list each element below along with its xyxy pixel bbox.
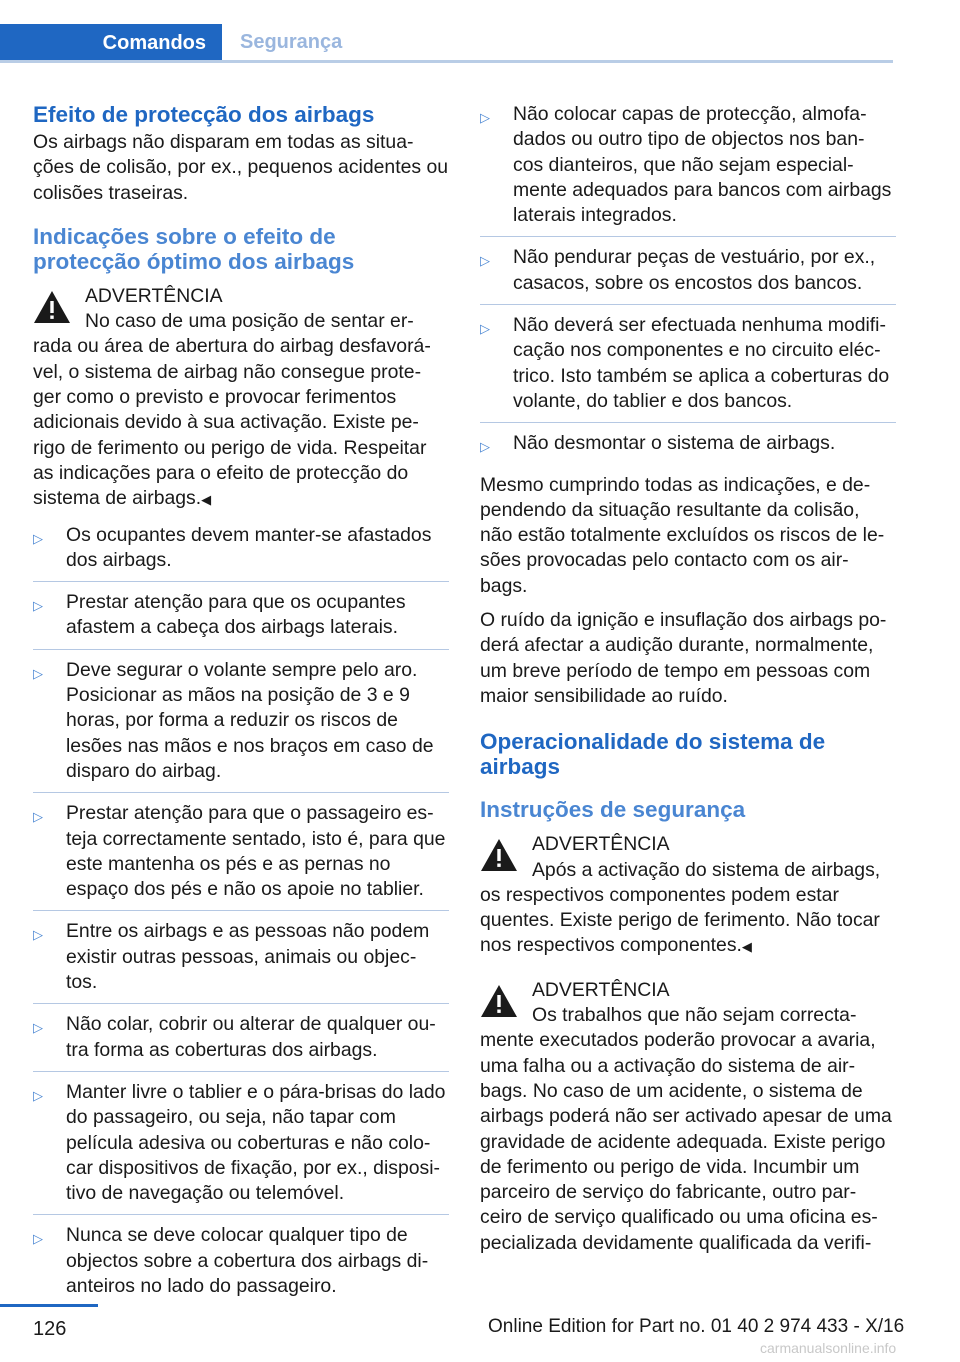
end-mark: ◀ — [201, 492, 212, 508]
subheading-safety-instructions: Instruções de segurança — [480, 797, 746, 823]
tab-comandos[interactable]: Comandos — [0, 24, 222, 62]
paragraph-residual-risk: Mesmo cumprindo todas as indicações, e de‐ pendendo da situação resultante da colisão, não estão totalmente excluídos os riscos de le‐ sões provocadas pelo contacto com os air‐ bags. — [480, 473, 885, 597]
list-item-text: Deve segurar o volante sempre pelo aro. Posicionar as mãos na posição de 3 e 9 horas, por forma a reduzir os riscos de lesões nas mãos e nos braços em caso de disparo do airbag. — [66, 658, 434, 782]
list-item-text: Não desmontar o sistema de airbags. — [513, 432, 836, 455]
list-item-text: Não colar, cobrir ou alterar de qualquer ou‐ tra forma as coberturas dos airbags. — [66, 1013, 436, 1061]
list-item — [33, 658, 449, 793]
warning-first-line: Os trabalhos que não sejam correcta‐ — [532, 1004, 857, 1027]
list-item — [480, 431, 896, 464]
list-item — [480, 313, 896, 423]
right-column — [480, 102, 896, 1266]
warning-first-line: No caso de uma posição de sentar er‐ — [85, 310, 414, 333]
left-column — [33, 102, 449, 1315]
list-item-text: Não colocar capas de protecção, almofa‐ dados ou outro tipo de objectos nos ban‐ cos dianteiros, que não sejam especial‐ mente adequados para bancos com airbags laterais integrados. — [513, 103, 892, 227]
heading-operability: Operacionalidade do sistema de airbags — [480, 729, 826, 780]
warning-title: ADVERTÊNCIA — [532, 833, 670, 856]
footer-accent-line — [0, 1304, 98, 1307]
list-item-text: Entre os airbags e as pessoas não podem existir outras pessoas, animais ou objec‐ tos. — [66, 920, 430, 994]
watermark: carmanualsonline.info — [760, 1340, 897, 1356]
list-item-text: Prestar atenção para que os ocupantes afastem a cabeça dos airbags laterais. — [66, 591, 406, 639]
left-bullet-list — [33, 523, 449, 1308]
bullet-triangle-icon: ▷ — [480, 321, 490, 337]
header-divider — [0, 60, 893, 63]
paragraph-airbag-effect: Os airbags não disparam em todas as situa‐ ções de colisão, por ex., pequenos acidentes ou colisões traseiras. — [33, 131, 449, 204]
header-tabs — [0, 0, 960, 62]
bullet-triangle-icon: ▷ — [33, 927, 43, 943]
heading-airbag-effect: Efeito de protecção dos airbags — [33, 102, 375, 127]
warning-text: rada ou área de abertura do airbag desfavorá‐ vel, o sistema de airbag não consegue prote‐ ger como o previsto e provocar ferimentos adicionais devido à sua activação. Existe pe‐ rigo de ferimento ou perigo de vida. Respeitar as indicações para o efeito de protecção do sistema de airbags. — [33, 335, 431, 510]
list-item — [33, 523, 449, 583]
warning-triangle-icon — [33, 290, 71, 324]
warning-title: ADVERTÊNCIA — [532, 978, 670, 1001]
bullet-triangle-icon: ▷ — [480, 253, 490, 269]
warning-triangle-icon — [480, 984, 518, 1018]
list-item — [480, 102, 896, 237]
warning-triangle-icon — [480, 838, 518, 872]
paragraph-noise: O ruído da ignição e insuflação dos airbags po‐ derá afectar a audição durante, normalmente, um breve período de tempo em pessoas com maior sensibilidade ao ruído. — [480, 609, 887, 707]
bullet-triangle-icon: ▷ — [480, 110, 490, 125]
list-item-text: Não deverá ser efectuada nenhuma modifi‐ cação nos componentes e no circuito eléc‐ trico. Isto também se aplica a coberturas do volante, do tablier e dos bancos. — [513, 314, 890, 412]
warning-block — [33, 284, 449, 513]
list-item-text: Não pendurar peças de vestuário, por ex., casacos, sobre os encostos dos bancos. — [513, 246, 876, 294]
list-item — [480, 245, 896, 305]
warning-text: mente executados poderão provocar a avaria, uma falha ou a activação do sistema de air‐ bags. No caso de um acidente, o sistema de airbags poderá não ser activado apesar de uma gravidade de acidente adequada. Existe perigo de ferimento ou perigo de vida. Incumbir um parceiro de serviço do fabricante, outro par‐ ceiro de serviço qualificado ou uma oficina es‐ pecializada devidamente qualificada da verifi‐ — [480, 1029, 892, 1254]
bullet-triangle-icon: ▷ — [33, 665, 43, 681]
list-item — [33, 590, 449, 650]
subheading-optimal-effect: Indicações sobre o efeito de protecção óptimo dos airbags — [33, 223, 355, 274]
warning-block — [480, 978, 896, 1256]
bullet-triangle-icon: ▷ — [33, 1087, 43, 1103]
list-item-text: Prestar atenção para que o passageiro es‐ teja correctamente sentado, isto é, para que este mantenha os pés e as pernas no espaço dos pés e não os apoie no tablier. — [66, 802, 446, 901]
list-item — [33, 801, 449, 911]
warning-block — [480, 832, 896, 959]
list-item-text: Os ocupantes devem manter-se afastados dos airbags. — [66, 523, 432, 571]
bullet-triangle-icon: ▷ — [33, 530, 43, 546]
end-mark: ◀ — [741, 939, 752, 955]
warning-text: os respectivos componentes podem estar quentes. Existe perigo de ferimento. Não tocar nos respectivos componentes. — [480, 883, 880, 957]
right-bullet-list — [480, 102, 896, 465]
bullet-triangle-icon: ▷ — [33, 1020, 43, 1036]
edition-info: Online Edition for Part no. 01 40 2 974 433 - X/16 — [488, 1316, 905, 1337]
bullet-triangle-icon: ▷ — [33, 598, 43, 614]
list-item — [33, 1080, 449, 1215]
list-item — [33, 919, 449, 1004]
tab-seguranca[interactable]: Segurança — [240, 30, 343, 53]
list-item — [33, 1012, 449, 1072]
warning-title: ADVERTÊNCIA — [85, 284, 223, 307]
list-item-text: Manter livre o tablier e o pára-brisas do lado do passageiro, ou seja, não tapar com película adesiva ou coberturas e não colo‐ car dispositivos de fixação, por ex., disposi‐ tivo de navegação ou telemóvel. — [66, 1080, 446, 1205]
list-item-text: Nunca se deve colocar qualquer tipo de objectos sobre a cobertura dos airbags di‐ anteiros no lado do passageiro. — [66, 1224, 429, 1297]
bullet-triangle-icon: ▷ — [33, 809, 43, 825]
bullet-triangle-icon: ▷ — [33, 1231, 43, 1247]
list-item — [33, 1223, 449, 1307]
page-number: 126 — [33, 1318, 67, 1340]
bullet-triangle-icon: ▷ — [480, 439, 490, 455]
warning-first-line: Após a activação do sistema de airbags, — [532, 858, 881, 881]
